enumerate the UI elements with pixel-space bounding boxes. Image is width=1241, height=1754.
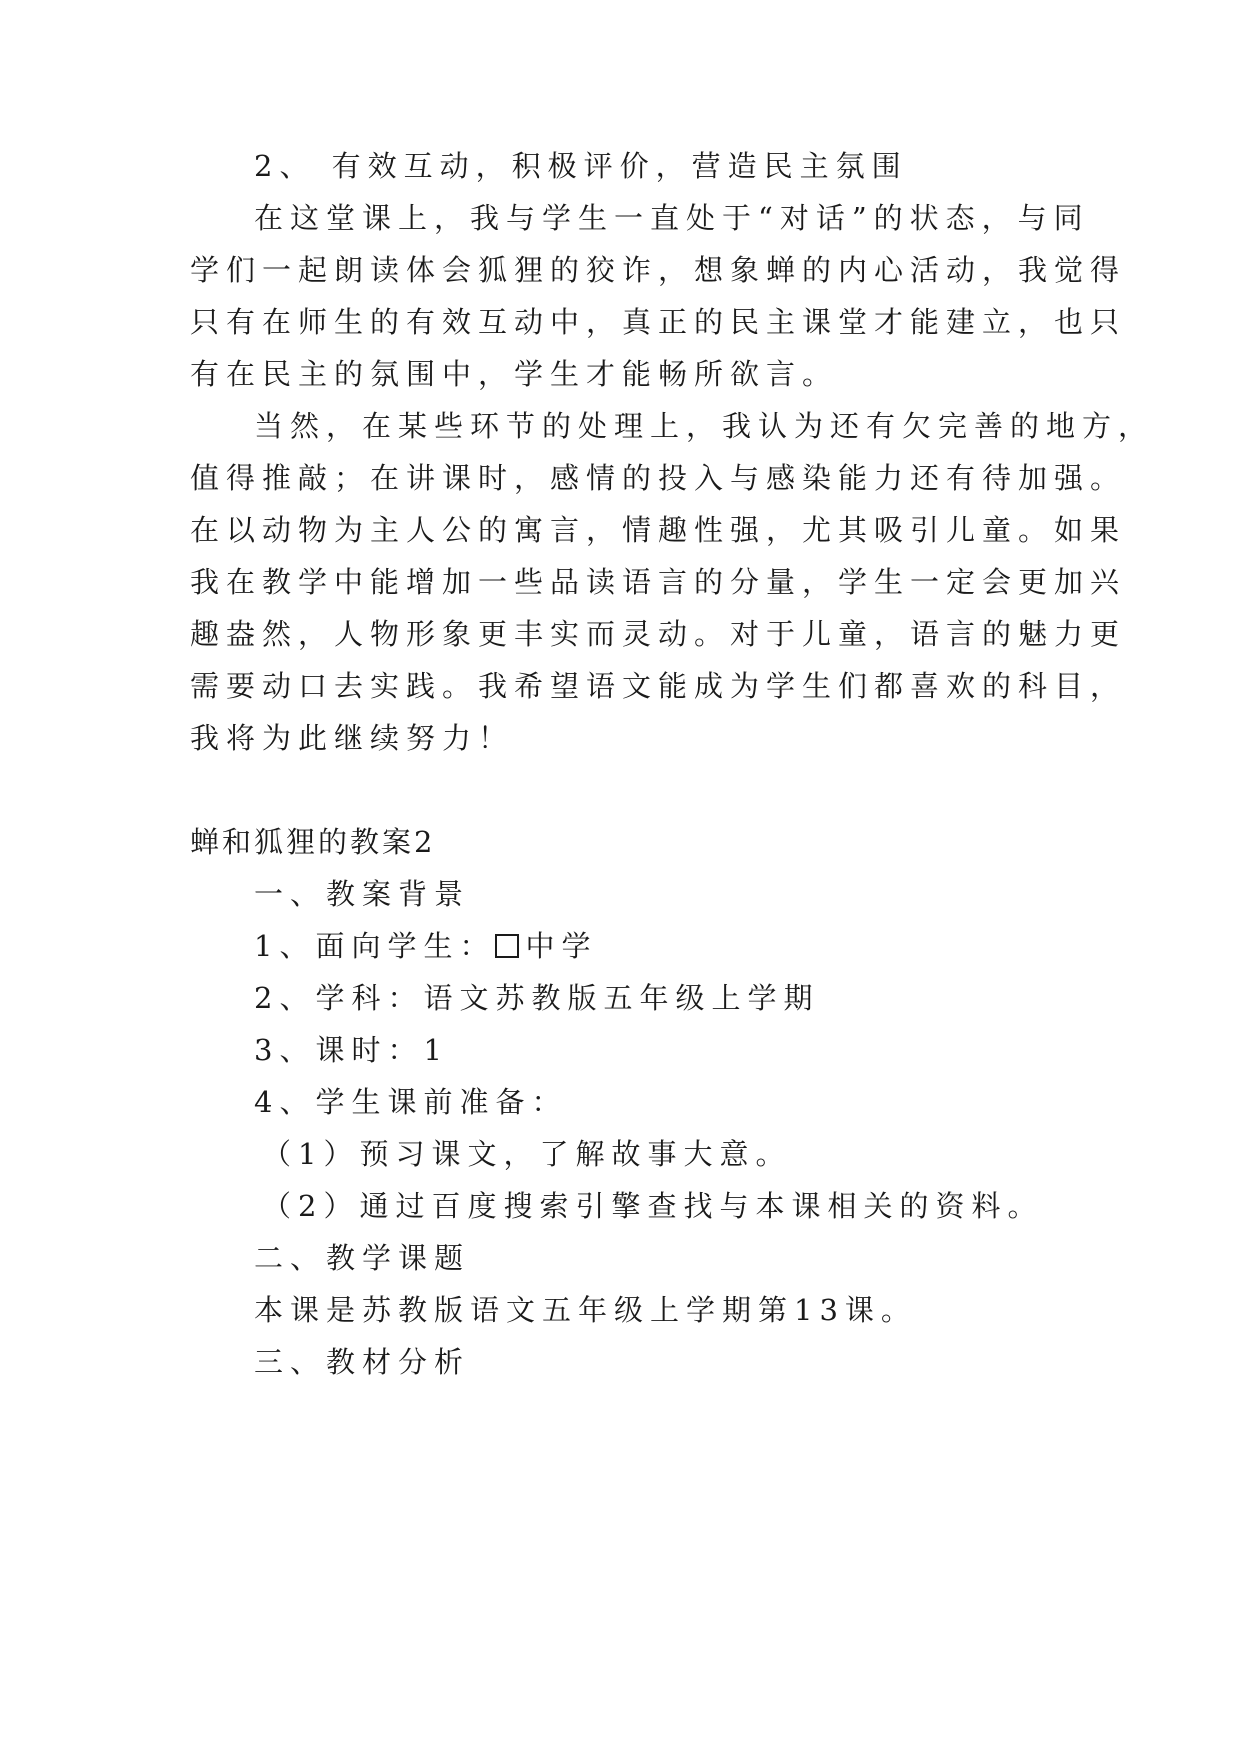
paragraph-2-line-6: 需要动口去实践。我希望语文能成为学生们都喜欢的科目， <box>190 669 1127 703</box>
paragraph-1-line-1: 在这堂课上，我与学生一直处于“对话”的状态，与同 <box>254 201 1090 235</box>
item-class-hours: 3、课时：1 <box>254 1033 449 1067</box>
paragraph-2-line-2: 值得推敲；在讲课时，感情的投入与感染能力还有待加强。 <box>190 461 1127 495</box>
heading-background: 一、教案背景 <box>254 877 471 911</box>
paragraph-1-line-3: 只有在师生的有效互动中，真正的民主课堂才能建立，也只 <box>190 305 1127 339</box>
checkbox-icon <box>495 934 519 958</box>
item-target-students <box>254 926 1134 966</box>
item-target-students-value: 中学 <box>525 929 598 963</box>
paragraph-2-line-3: 在以动物为主人公的寓言，情趣性强，尤其吸引儿童。如果 <box>190 513 1127 547</box>
paragraph-2-line-5: 趣盎然，人物形象更丰实而灵动。对于儿童，语言的魅力更 <box>190 617 1127 651</box>
paragraph-2-line-4: 我在教学中能增加一些品读语言的分量，学生一定会更加兴 <box>190 565 1127 599</box>
lesson-plan-title: 蝉和狐狸的教案2 <box>190 825 436 859</box>
sub-item-preview: （1）预习课文，了解故事大意。 <box>262 1137 792 1171</box>
item-subject: 2、学科：语文苏教版五年级上学期 <box>254 981 820 1015</box>
paragraph-2-line-1: 当然，在某些环节的处理上，我认为还有欠完善的地方， <box>254 409 1155 443</box>
paragraph-1-line-4: 有在民主的氛围中，学生才能畅所欲言。 <box>190 357 839 391</box>
heading-teaching-topic: 二、教学课题 <box>254 1241 471 1275</box>
sub-item-search: （2）通过百度搜索引擎查找与本课相关的资料。 <box>262 1189 1044 1223</box>
paragraph-1-line-2: 学们一起朗读体会狐狸的狡诈，想象蝉的内心活动，我觉得 <box>190 253 1127 287</box>
heading-textbook-analysis: 三、教材分析 <box>254 1345 471 1379</box>
item-target-students-label: 1、面向学生： <box>254 929 496 963</box>
topic-description: 本课是苏教版语文五年级上学期第13课。 <box>254 1293 917 1327</box>
paragraph-2-line-7: 我将为此继续努力！ <box>190 721 515 755</box>
item-student-preparation: 4、学生课前准备： <box>254 1085 568 1119</box>
point-2-title: 2、 有效互动，积极评价，营造民主氛围 <box>254 149 908 183</box>
